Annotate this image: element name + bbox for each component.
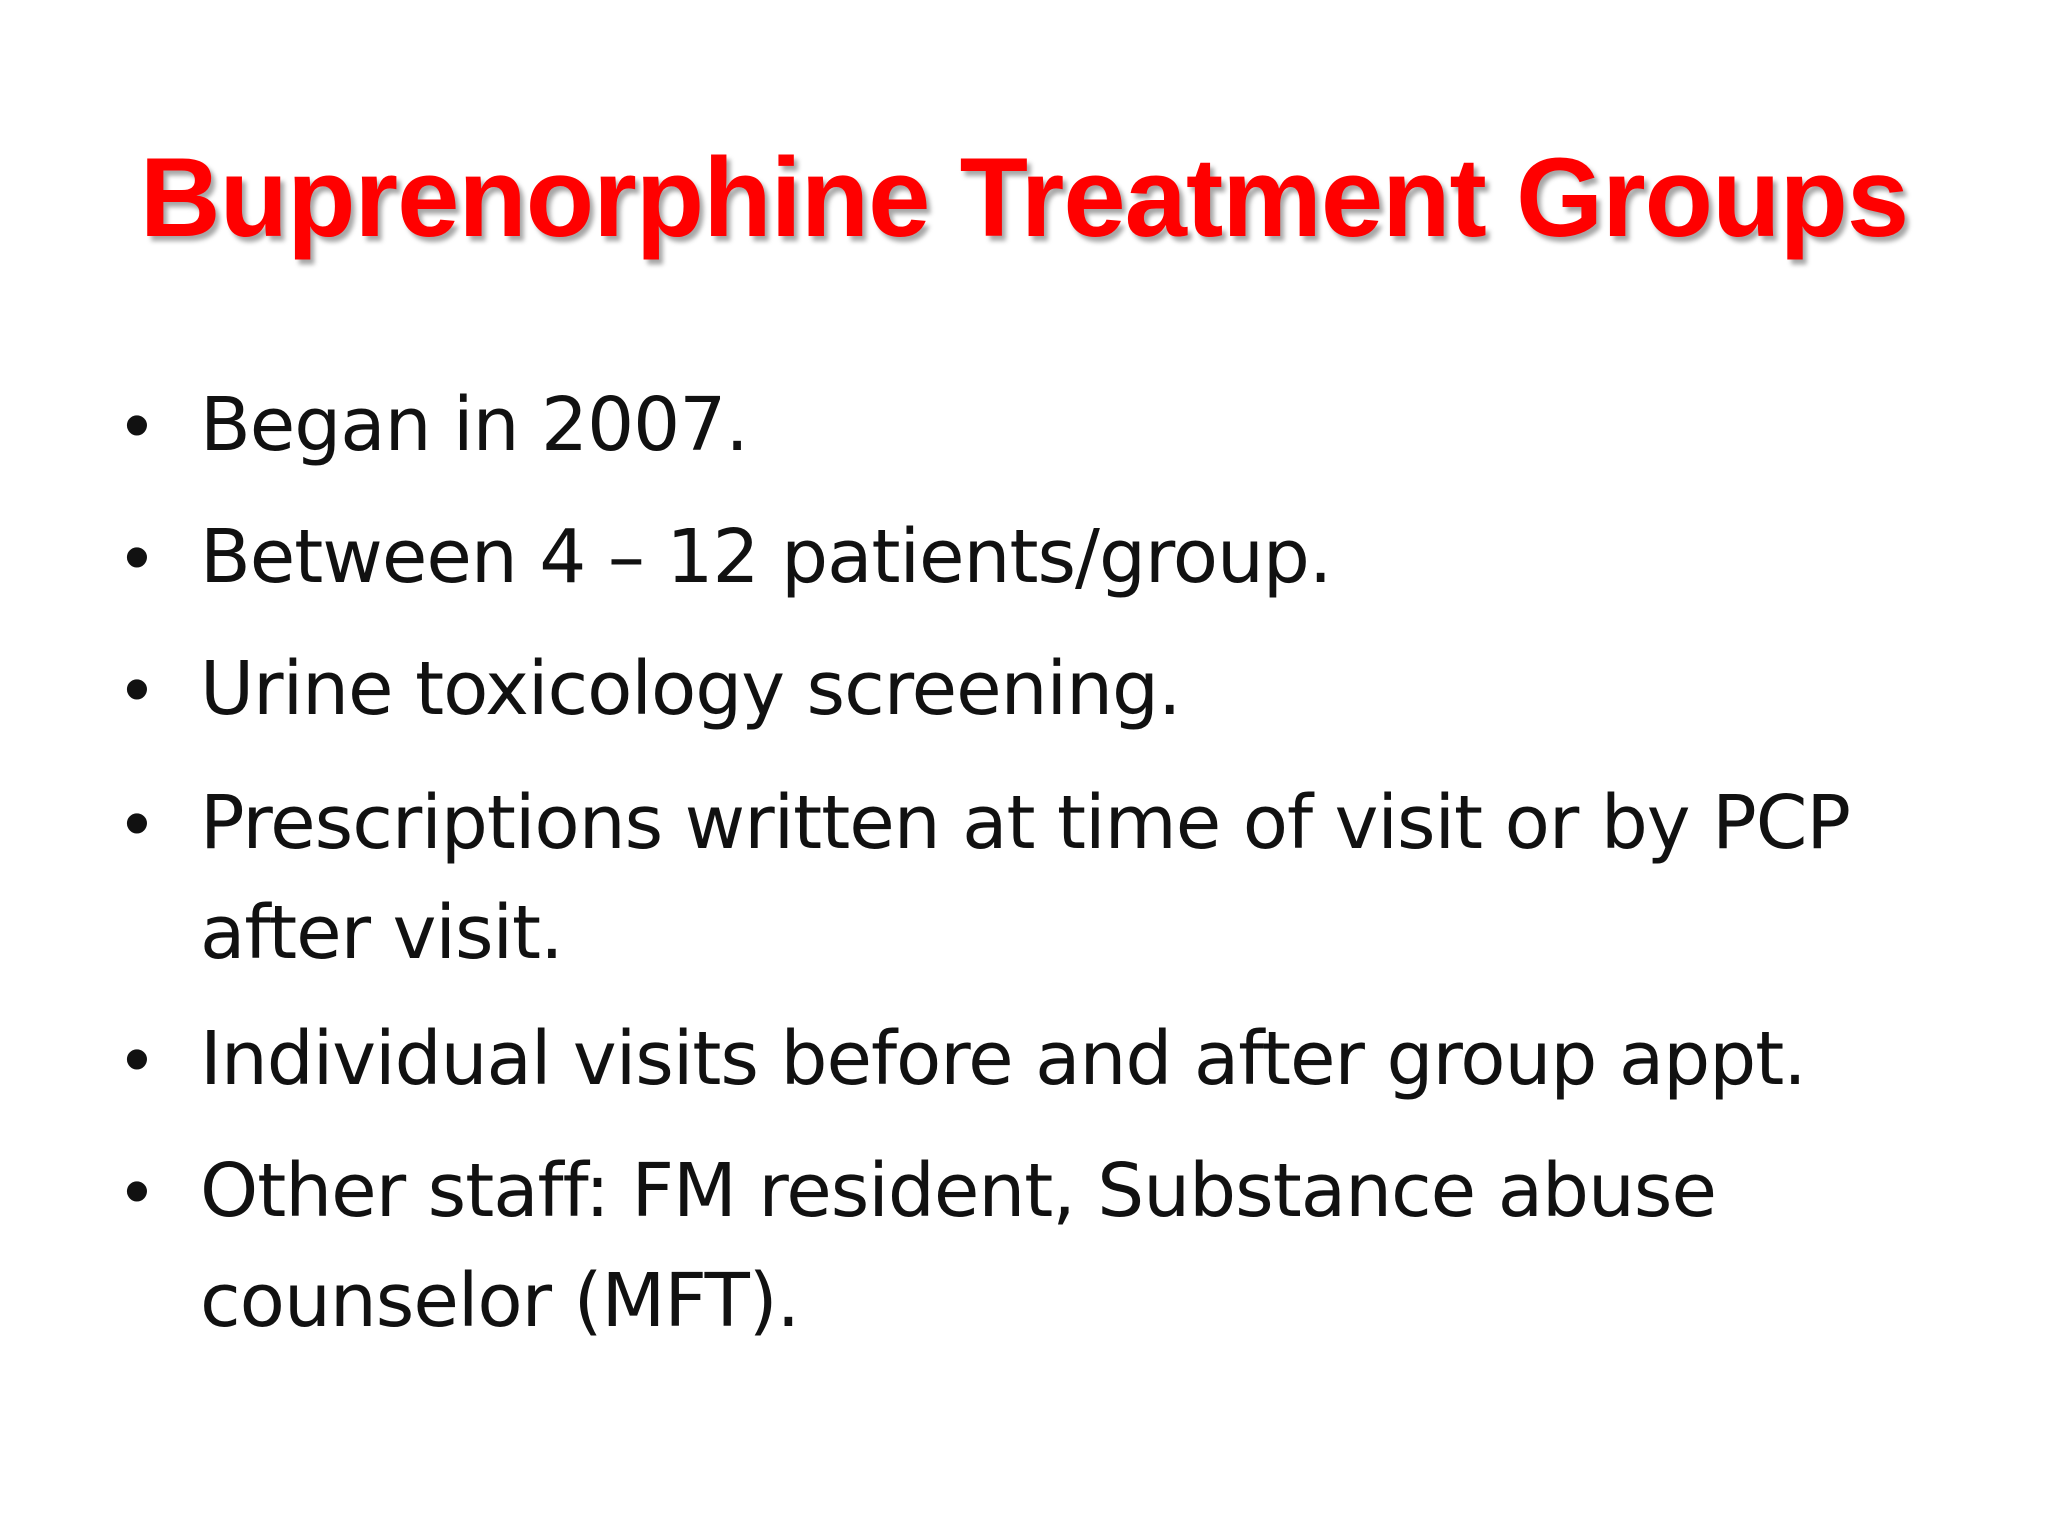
bullet-item	[124, 1136, 2000, 1356]
bullet-item	[124, 634, 2000, 744]
bullet-text: Began in 2007.	[200, 382, 748, 468]
bullet-icon: •	[124, 383, 149, 466]
bullet-icon: •	[124, 1017, 149, 1100]
bullet-icon: •	[124, 515, 149, 598]
bullet-text: Individual visits before and after group appt.	[200, 1016, 1806, 1102]
bullet-item	[124, 768, 2000, 988]
bullet-text: Other staff: FM resident, Substance abuse counselor (MFT).	[200, 1148, 1716, 1344]
bullet-icon: •	[124, 781, 149, 864]
bullet-text: Between 4 – 12 patients/group.	[200, 514, 1332, 600]
bullet-item	[124, 1004, 2000, 1114]
slide-title: Buprenorphine Treatment Groups	[139, 135, 1909, 260]
bullet-item	[124, 370, 2000, 480]
bullet-icon: •	[124, 1149, 149, 1232]
bullet-icon: •	[124, 647, 149, 730]
bullet-text: Prescriptions written at time of visit or by PCP after visit.	[200, 780, 1851, 976]
bullet-text: Urine toxicology screening.	[200, 646, 1181, 732]
bullet-item	[124, 502, 2000, 612]
